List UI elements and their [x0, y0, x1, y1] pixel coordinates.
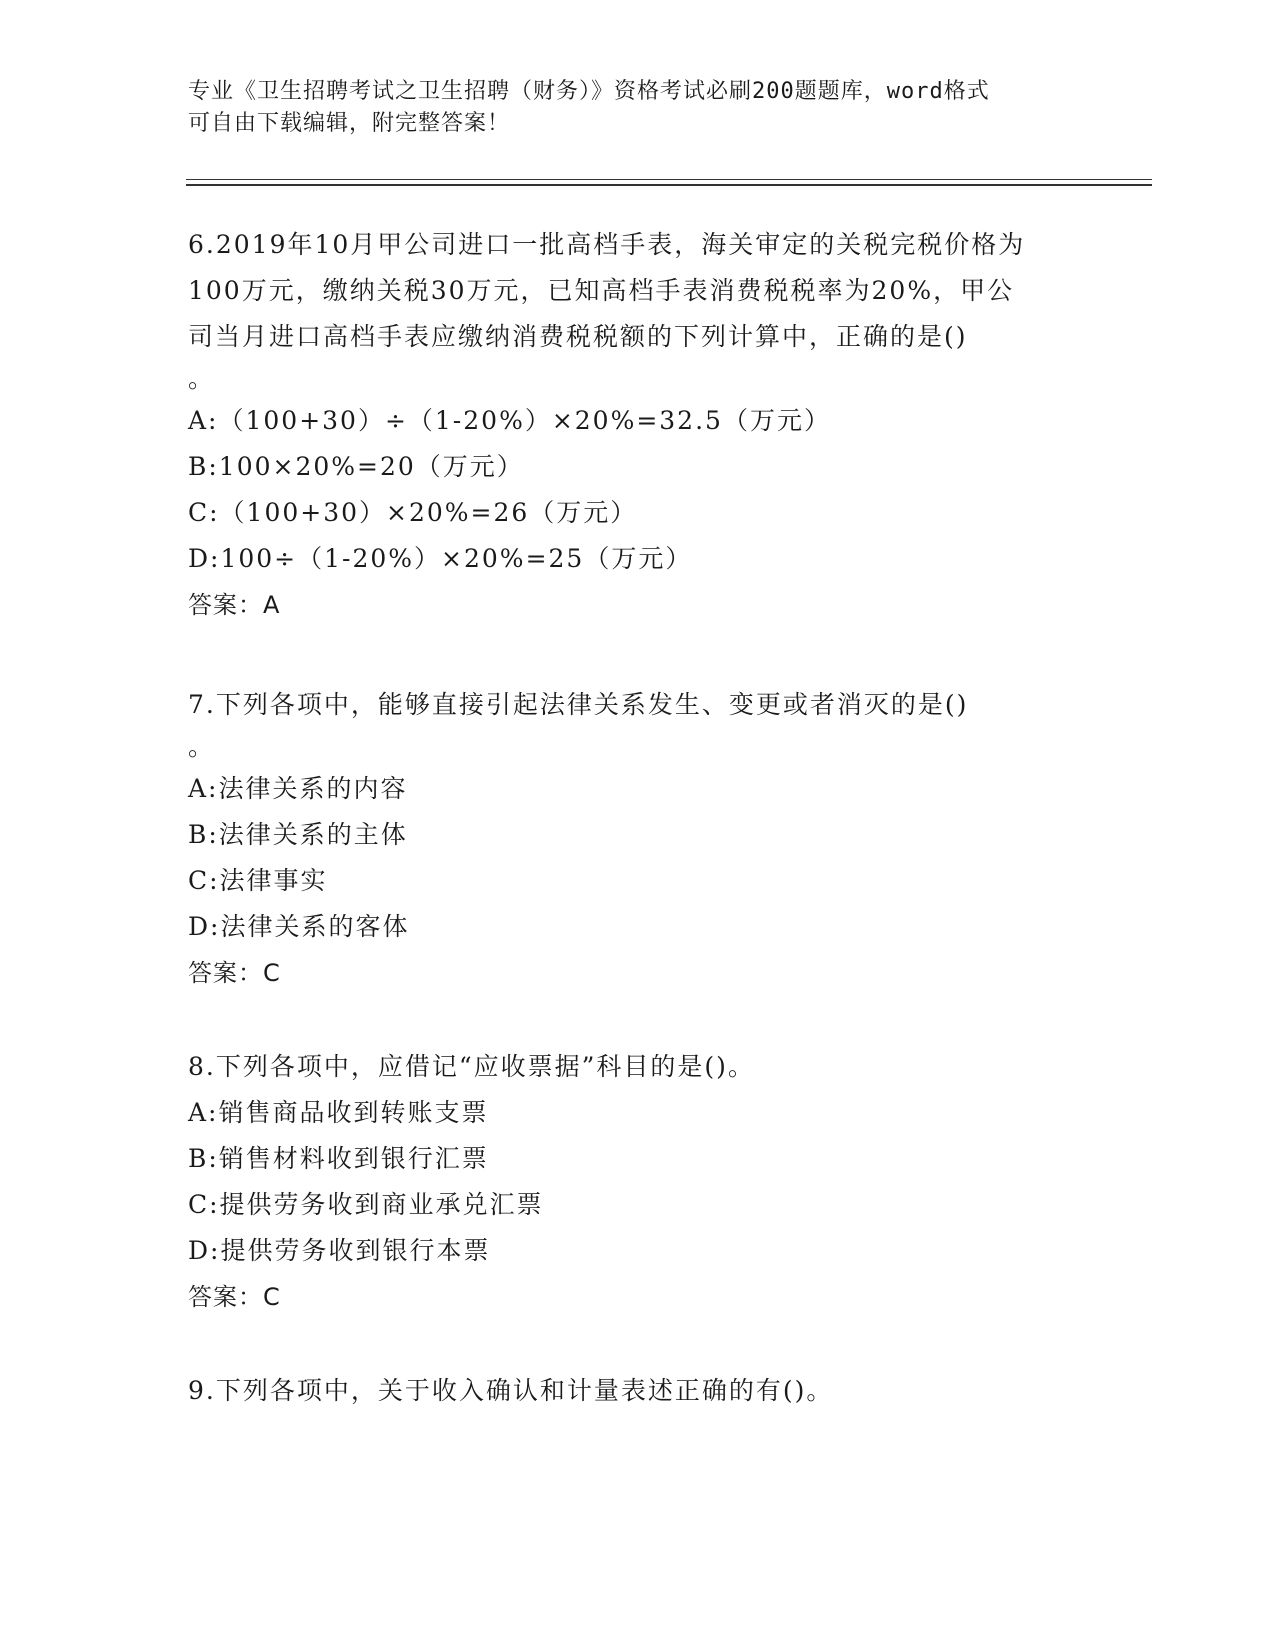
option-a: A:销售商品收到转账支票 — [188, 1098, 489, 1127]
question-stem-line: 100万元，缴纳关税30万元，已知高档手表消费税税率为20%，甲公 — [188, 276, 1015, 305]
question-6 — [188, 222, 1088, 628]
question-stem-line: 9.下列各项中，关于收入确认和计量表述正确的有()。 — [188, 1376, 834, 1405]
question-7 — [188, 682, 1088, 996]
question-stem-line: 7.下列各项中，能够直接引起法律关系发生、变更或者消灭的是() — [188, 690, 969, 719]
option-c: C:法律事实 — [188, 866, 328, 895]
option-b: B:100×20%=20（万元） — [188, 452, 524, 481]
option-c: C:（100+30）×20%=26（万元） — [188, 498, 638, 527]
header-line-2: 可自由下载编辑，附完整答案！ — [188, 111, 511, 136]
option-d: D:法律关系的客体 — [188, 912, 410, 941]
header-line-1: 专业《卫生招聘考试之卫生招聘（财务）》资格考试必刷200题题库，word格式 — [188, 79, 990, 104]
option-a: A:法律关系的内容 — [188, 774, 408, 803]
question-stem-tail: 。 — [188, 364, 216, 393]
question-stem-line: 6.2019年10月甲公司进口一批高档手表，海关审定的关税完税价格为 — [188, 230, 1026, 259]
header-divider-thick — [186, 184, 1152, 186]
option-d: D:100÷（1-20%）×20%=25（万元） — [188, 544, 693, 573]
header-divider-thin — [186, 179, 1152, 180]
question-8 — [188, 1044, 1088, 1320]
option-d: D:提供劳务收到银行本票 — [188, 1236, 491, 1265]
question-stem-line: 司当月进口高档手表应缴纳消费税税额的下列计算中，正确的是() — [188, 322, 968, 351]
question-stem-line: 8.下列各项中，应借记“应收票据”科目的是()。 — [188, 1052, 755, 1081]
question-9 — [188, 1368, 1088, 1414]
document-header — [188, 76, 1068, 140]
option-c: C:提供劳务收到商业承兑汇票 — [188, 1190, 544, 1219]
answer: 答案：A — [188, 591, 281, 619]
answer: 答案：C — [188, 959, 281, 987]
option-a: A:（100+30）÷（1-20%）×20%=32.5（万元） — [188, 406, 831, 435]
answer: 答案：C — [188, 1283, 281, 1311]
option-b: B:销售材料收到银行汇票 — [188, 1144, 489, 1173]
option-b: B:法律关系的主体 — [188, 820, 408, 849]
question-stem-tail: 。 — [188, 732, 216, 761]
